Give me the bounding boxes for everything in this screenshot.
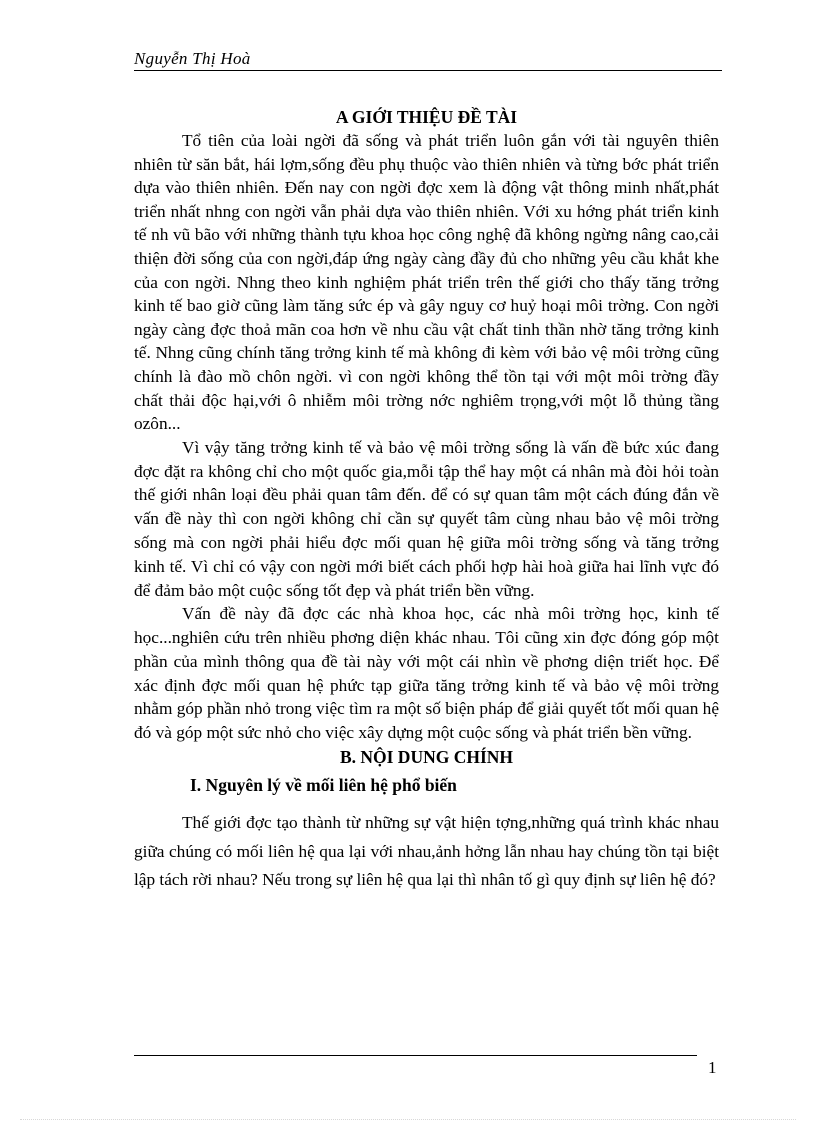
- section-a-paragraph-3: Vấn đề này đã đợc các nhà khoa học, các nhà môi trờng học, kinh tế học...nghiên cứu trên nhiều phơng diện khác nhau. Tôi cũng xin đợc đóng góp một phần của mình thông qua đề tài này với một cái nhìn về phơng diện triết học. Để xác định đợc mối quan hệ phức tạp giữa tăng trởng kinh tế và bảo vệ môi trờng nhằm góp phần nhỏ trong việc tìm ra một số biện pháp để giải quyết tốt mối quan hệ đó và góp một sức nhỏ cho việc xây dựng một cuộc sống và phát triển bền vững.: [134, 604, 719, 743]
- page-header: [134, 48, 722, 71]
- section-b-paragraph: Thế giới đợc tạo thành từ những sự vật hiện tợng,những quá trình khác nhau giữa chúng có mối liên hệ qua lại với nhau,ảnh hởng lẫn nhau hay chúng tồn tại biệt lập tách rời nhau? Nếu trong sự liên hệ qua lại thì nhân tố gì quy định sự liên hệ đó?: [134, 813, 719, 890]
- section-a-title: A GIỚI THIỆU ĐỀ TÀI: [335, 107, 518, 127]
- section-b-title: B. NỘI DUNG CHÍNH: [339, 747, 514, 768]
- section-a-paragraph-2: Vì vậy tăng trởng kinh tế và bảo vệ môi trờng sống là vấn đề bức xúc đang đợc đặt ra không chỉ cho một quốc gia,mỗi tập thể hay một cá nhân mà đòi hỏi toàn thế giới nhân loại đều phải quan tâm đến. để có sự quan tâm một cách đúng đắn về vấn đề này thì con ngời không chỉ cần sự quyết tâm cùng nhau bảo vệ môi trờng sống mà con ngời phải hiểu đợc mối quan hệ giữa môi trờng sống và tăng trởng kinh tế. Vì chỉ có vậy con ngời mới biết cách phối hợp hài hoà giữa hai lĩnh vực đó để đảm bảo một cuộc sống tốt đẹp và phát triển bền vững.: [134, 437, 719, 600]
- footer-divider: [134, 1055, 697, 1056]
- section-a-paragraph-1: Tổ tiên của loài ngời đã sống và phát triển luôn gắn với tài nguyên thiên nhiên từ săn bắt, hái lợm,sống đều phụ thuộc vào thiên nhiên và từng bớc phát triển dựa vào thiên nhiên. Đến nay con ngời đợc xem là động vật thông minh nhất,phát triển nhất nhng con ngời vẫn phải dựa vào thiên nhiên. Với xu hớng phát triển kinh tế nh vũ bão với những thành tựu khoa học công nghệ đã không ngừng nâng cao,cải thiện đời sống của con ngời,đáp ứng ngày càng đầy đủ cho những yêu cầu khắt khe của con ngời. Nhng theo kinh nghiệm phát triển trên thế giới cho thấy tăng trởng kinh tế bao giờ cũng làm tăng sức ép và gây nguy cơ huỷ hoại môi trờng. Con ngời ngày càng đợc thoả mãn coa hơn về nhu cầu vật chất tinh thần nhờ tăng trởng kinh tế. Nhng cũng chính tăng trởng kinh tế mà không đi kèm với bảo vệ môi trờng cũng chính là đào mồ chôn ngời. vì con ngời không thể tồn tại với một môi trờng đầy chất thải độc hại,với ô nhiễm môi trờng nớc nghiêm trọng,với một lỗ thủng tầng ozôn...: [134, 131, 719, 434]
- section-b-subtitle: I. Nguyên lý về mối liên hệ phổ biến: [190, 775, 457, 796]
- page-number: 1: [708, 1058, 717, 1077]
- page-edge: [20, 1119, 796, 1120]
- document-body: [134, 100, 719, 895]
- header-author: Nguyễn Thị Hoà: [134, 49, 251, 68]
